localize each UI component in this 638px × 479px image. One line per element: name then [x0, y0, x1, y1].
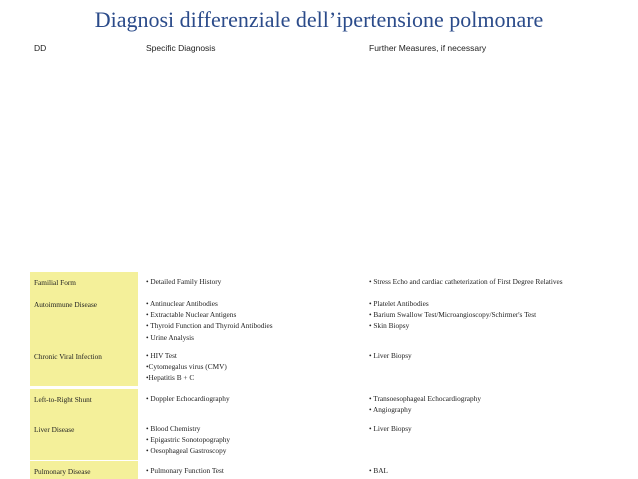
dd-cell: Autoimmune Disease: [30, 294, 138, 346]
further-item: • Liver Biopsy: [369, 424, 412, 433]
further-item: • Platelet Antibodies: [369, 299, 429, 308]
specific-cell: [142, 461, 361, 479]
specific-cell: [142, 346, 361, 386]
table-row: [30, 294, 608, 346]
further-cell: [365, 272, 608, 294]
further-item: • Transoesophageal Echocardiography: [369, 394, 481, 403]
specific-item: • Thyroid Function and Thyroid Antibodies: [146, 321, 273, 331]
specific-item: •Cytomegalus virus (CMV): [146, 362, 227, 372]
table-row: [30, 346, 608, 386]
further-item: • Skin Biopsy: [369, 321, 410, 331]
specific-cell: [142, 272, 361, 294]
further-item: • Stress Echo and cardiac catheterization of First Degree Relatives: [369, 277, 563, 286]
specific-cell: [142, 419, 361, 460]
dd-cell: Chronic Viral Infection: [30, 346, 138, 386]
further-cell: [365, 461, 608, 479]
further-item: • Liver Biopsy: [369, 351, 412, 360]
specific-item: • HIV Test: [146, 351, 177, 360]
further-cell: [365, 389, 608, 419]
specific-item: • Pulmonary Function Test: [146, 466, 224, 475]
header-dd: DD: [34, 43, 47, 53]
further-item: • Barium Swallow Test/Microangioscopy/Schirmer's Test: [369, 310, 537, 320]
specific-item: • Antinuclear Antibodies: [146, 299, 218, 308]
further-item: • Angiography: [369, 405, 412, 415]
dd-cell: Familial Form: [30, 272, 138, 294]
further-cell: [365, 419, 608, 460]
table-row: [30, 419, 608, 460]
table-row: [30, 461, 608, 479]
dd-cell: Left-to-Right Shunt: [30, 389, 138, 419]
specific-item: • Oesophageal Gastroscopy: [146, 446, 227, 456]
table-row: [30, 389, 608, 419]
specific-item: • Doppler Echocardiography: [146, 394, 230, 403]
specific-item: • Extractable Nuclear Antigens: [146, 310, 237, 320]
specific-item: •Hepatitis B + C: [146, 373, 195, 383]
slide-title: Diagnosi differenziale dell’ipertensione polmonare: [94, 7, 544, 32]
specific-cell: [142, 389, 361, 419]
further-cell: [365, 294, 608, 346]
dd-cell: Liver Disease: [30, 419, 138, 460]
specific-item: • Epigastric Sonotopography: [146, 435, 231, 445]
specific-cell: [142, 294, 361, 346]
specific-item: • Urine Analysis: [146, 332, 194, 342]
specific-item: • Blood Chemistry: [146, 424, 201, 433]
header-specific-diagnosis: Specific Diagnosis: [146, 43, 216, 53]
specific-item: • Detailed Family History: [146, 277, 222, 286]
table-row: [30, 272, 608, 294]
further-item: • BAL: [369, 466, 388, 475]
further-cell: [365, 346, 608, 386]
header-further-measures: Further Measures, if necessary: [369, 43, 487, 53]
dd-cell: Pulmonary Disease: [30, 461, 138, 479]
